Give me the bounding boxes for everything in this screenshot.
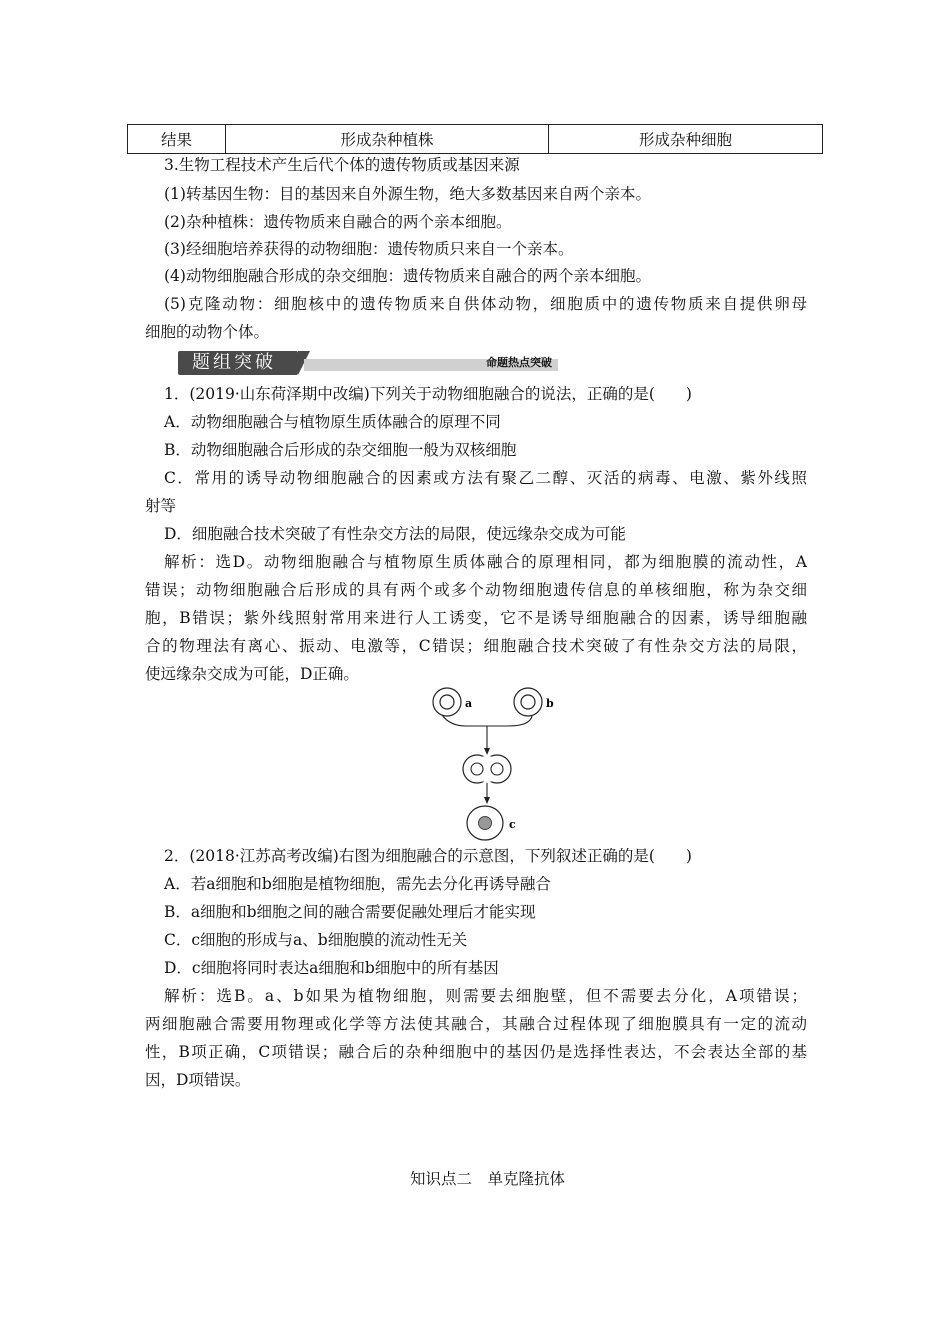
q1-analysis-line: 合的物理法有离心、振动、电激等，C错误；细胞融合技术突破了有性杂交方法的局限，: [145, 637, 807, 655]
cell-a-nucleus: [440, 695, 454, 709]
q2-option-a: A．若a细胞和b细胞是植物细胞，需先去分化再诱导融合: [164, 875, 551, 893]
knowledge-point-heading: 知识点二 单克隆抗体: [410, 1170, 566, 1188]
q2-option-c: C．c细胞的形成与a、b细胞膜的流动性无关: [164, 931, 468, 949]
banner-subtitle: 命题热点突破: [486, 356, 552, 369]
section3-item: (5)克隆动物：细胞核中的遗传物质来自供体动物，细胞质中的遗传物质来自提供卵母: [164, 295, 807, 313]
table-cell-animal: 形成杂种细胞: [549, 125, 823, 154]
q2-stem: 2．(2018·江苏高考改编)右图为细胞融合的示意图，下列叙述正确的是( ): [164, 847, 692, 865]
section3-item: (3)经细胞培养获得的动物细胞：遗传物质只来自一个亲本。: [164, 240, 574, 258]
converge-lines: [442, 715, 532, 726]
q2-analysis-line: 性，B项正确，C项错误；融合后的杂种细胞中的基因仍是选择性表达，不会表达全部的基: [145, 1043, 807, 1061]
section3-item-cont: 细胞的动物个体。: [145, 323, 270, 341]
q1-analysis-line: 解析：选D。动物细胞融合与植物原生质体融合的原理相同，都为细胞膜的流动性，A: [164, 553, 807, 571]
fusing-nucleus-left: [471, 763, 483, 775]
label-a: a: [465, 697, 473, 710]
q2-analysis-line: 因，D项错误。: [145, 1071, 251, 1089]
q1-option-c-cont: 射等: [145, 497, 177, 515]
table-cell-label: 结果: [128, 125, 226, 154]
q1-analysis-line: 使远缘杂交成为可能，D正确。: [145, 665, 359, 683]
q1-analysis-line: 错误；动物细胞融合后形成的具有两个或多个动物细胞遗传信息的单核细胞，称为杂交细: [145, 581, 807, 599]
q1-option-c: C．常用的诱导动物细胞融合的因素或方法有聚乙二醇、灭活的病毒、电激、紫外线照: [164, 469, 807, 487]
q1-option-d: D．细胞融合技术突破了有性杂交方法的局限，使远缘杂交成为可能: [164, 525, 626, 543]
q1-stem: 1．(2019·山东荷泽期中改编)下列关于动物细胞融合的说法，正确的是( ): [164, 385, 692, 403]
q2-option-b: B．a细胞和b细胞之间的融合需要促融处理后才能实现: [164, 903, 536, 921]
section3-item: (1)转基因生物：目的基因来自外源生物，绝大多数基因来自两个亲本。: [164, 185, 651, 203]
section3-item: (2)杂种植株：遗传物质来自融合的两个亲本细胞。: [164, 213, 512, 231]
q2-option-d: D．c细胞将同时表达a细胞和b细胞中的所有基因: [164, 959, 499, 977]
q1-analysis-line: 胞，B错误；紫外线照射常用来进行人工诱变，它不是诱导细胞融合的因素，诱导细胞融: [145, 609, 807, 627]
arrow-head-2: [484, 797, 490, 804]
comparison-table-row: [127, 124, 823, 154]
table-cell-plant: 形成杂种植株: [226, 125, 549, 154]
label-b: b: [546, 697, 554, 710]
q2-analysis-line: 解析：选B。a、b如果为植物细胞，则需要去细胞壁，但不需要去分化，A项错误；: [164, 987, 807, 1005]
section-banner: [178, 351, 558, 375]
banner-title: 题组突破: [192, 352, 276, 373]
q1-option-a: A．动物细胞融合与植物原生质体融合的原理不同: [164, 413, 501, 431]
label-c: c: [509, 818, 516, 831]
section3-item: (4)动物细胞融合形成的杂交细胞：遗传物质来自融合的两个亲本细胞。: [164, 267, 651, 285]
cell-fusion-diagram: [420, 682, 570, 842]
arrow-head-1: [484, 748, 490, 755]
cell-b-nucleus: [521, 695, 535, 709]
q2-analysis-line: 两细胞融合需要用物理或化学等方法使其融合，其融合过程体现了细胞膜具有一定的流动: [145, 1015, 807, 1033]
section3-heading: 3.生物工程技术产生后代个体的遗传物质或基因来源: [164, 156, 520, 174]
hybrid-nucleus: [479, 817, 492, 830]
fusing-nucleus-right: [491, 763, 503, 775]
q1-option-b: B．动物细胞融合后形成的杂交细胞一般为双核细胞: [164, 441, 517, 459]
